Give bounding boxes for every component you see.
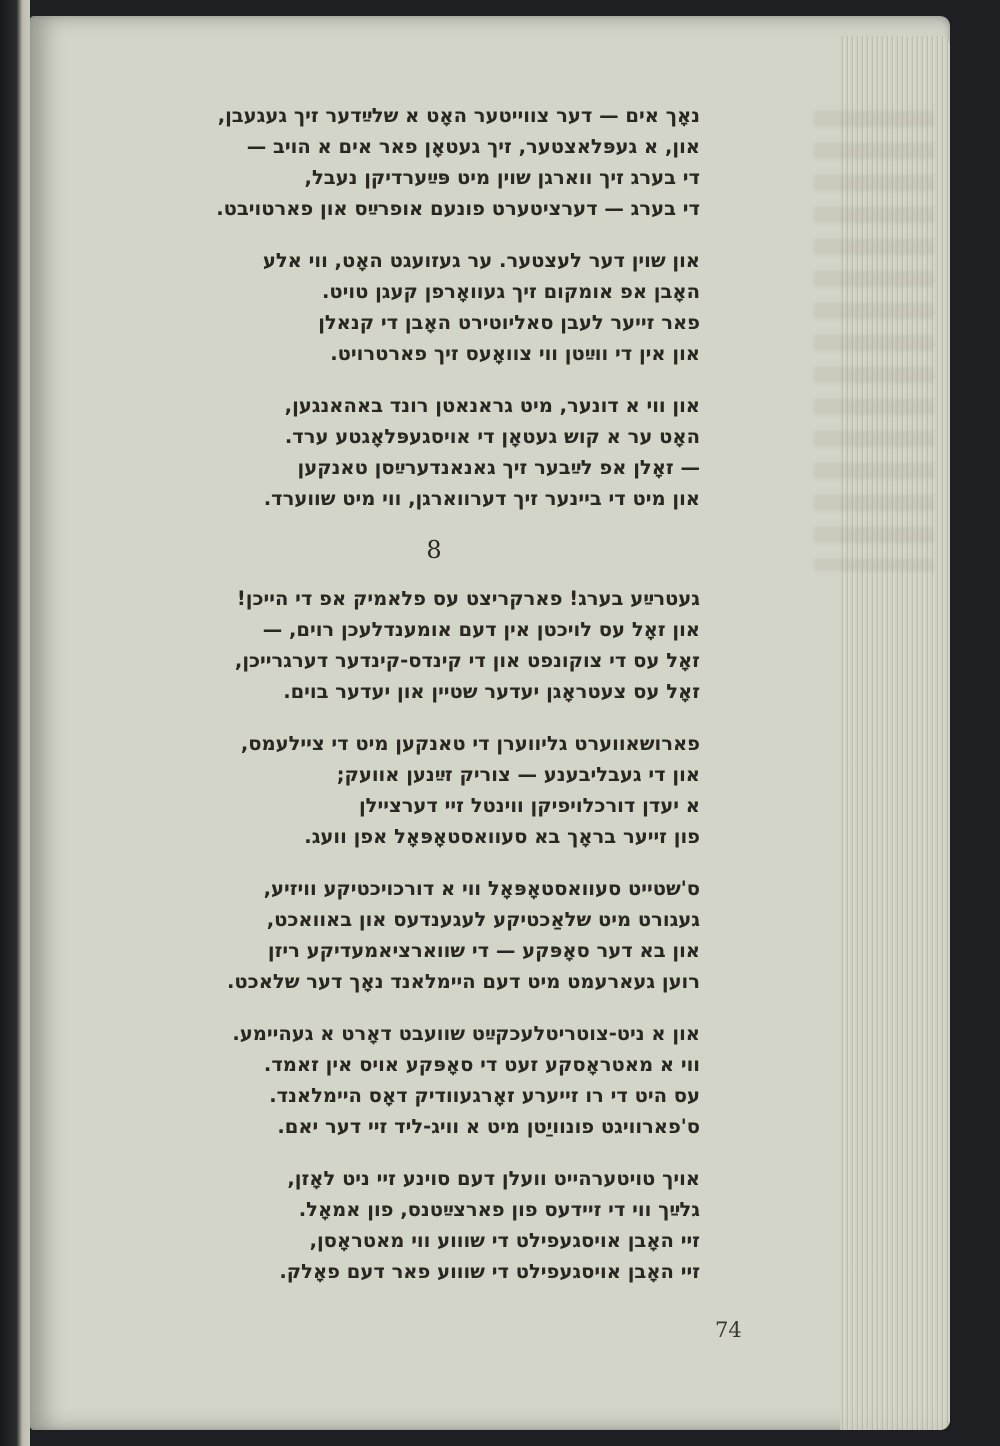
poem-line: און מיט די ביינער זיך דערווארגן, ווי מיט שווערד. xyxy=(263,487,700,510)
section-number: 8 xyxy=(426,536,442,564)
stanza xyxy=(120,100,700,224)
poem-line: זאָל עס די צוקונפט און די קינדס-קינדער דערגרייכן, xyxy=(234,649,700,672)
poem-line: פאר זייער לעבן סאליוטירט האָבן די קנאלן xyxy=(318,311,700,334)
poem-line: און אין די ווײַטן ווי צוואָעס זיך פארטרויט. xyxy=(330,342,700,365)
poem-line: געגורט מיט שלאַכטיקע לעגענדעס און באוואכט, xyxy=(266,908,700,931)
poem-line: זיי האָבן אויסגעפילט די שוווע פאר דעם פאָלק. xyxy=(279,1260,700,1283)
poem-line: ס'פארוויגט פונוויַטן מיט א וויג-ליד זיי דער יאם. xyxy=(277,1115,700,1138)
poem-line: זיי האָבן אויסגעפילט די שוווע ווי מאטראָסן, xyxy=(309,1229,700,1252)
poem-line: — זאָלן אפ לײַבער זיך גאנאנדערײַסן טאנקען xyxy=(297,456,700,479)
poem-line: עס היט די רו זייערע זאָרגעוודיק דאָס היימלאנד. xyxy=(269,1084,700,1107)
poem-line: נאָך אים — דער צווייטער האָט א שלײַדער זיך געגעבן, xyxy=(217,104,700,127)
facing-page-edge xyxy=(0,0,30,1446)
poem-line: און שוין דער לעצטער. ער געזועגט האָט, ווי אלע xyxy=(262,249,700,272)
poem-body xyxy=(120,100,700,1308)
poem-line: האָבן אפ אומקום זיך געוואָרפן קעגן טויט. xyxy=(321,280,700,303)
stanza xyxy=(120,1018,700,1142)
poem-line: און די געבליבענע — צוריק זײַנען אוועק; xyxy=(336,763,700,786)
poem-line: די בערג זיך ווארגן שוין מיט פּײַערדיקן נעבל, xyxy=(304,166,700,189)
poem-line: און זאָל עס לויכטן אין דעם אומענדלעכן רוים, — xyxy=(262,618,700,641)
poem-line: רוען געארעמט מיט דעם היימלאנד נאָך דער שלאכט. xyxy=(227,970,700,993)
poem-line: זאָל עס צעטראָגן יעדער שטיין און יעדער בוים. xyxy=(283,680,700,703)
poem-line: און, א געפּלאצטער, זיך געטאָן פאר אים א הויב — xyxy=(246,135,700,158)
poem-line: און ווי א דונער, מיט גראנאטן רונד באהאנגען, xyxy=(284,394,700,417)
poem-line: האָט ער א קוש געטאָן די אויסגעפּלאָגטע ערד. xyxy=(284,425,700,448)
poem-line: און א ניט-צוטריטלעכקײַט שוועבט דאָרט א געהיימע. xyxy=(232,1022,700,1045)
poem-line: פארושאווערט גליווערן די טאנקען מיט די ציילעמס, xyxy=(240,732,700,755)
poem-line: ס'שטייט סעוואסטאָפּאָל ווי א דורכויכטיקע וויזיע, xyxy=(263,877,700,900)
stanza xyxy=(120,583,700,707)
poem-line: ווי א מאטראָסקע זעט די סאָפּקע אויס אין זאמד. xyxy=(263,1053,700,1076)
poem-line: די בערג — דערציטערט פונעם אופרײַס און פארטויבט. xyxy=(216,197,700,220)
stanza xyxy=(120,873,700,997)
show-through-text xyxy=(814,111,934,571)
poem-line: פון זייער בראָך בא סעוואסטאָפּאָל אפן וועג. xyxy=(304,825,700,848)
poem-line: א יעדן דורכלויפיקן ווינטל זיי דערציילן xyxy=(358,794,700,817)
stanza xyxy=(120,245,700,369)
stanza xyxy=(120,390,700,514)
stanza xyxy=(120,1163,700,1287)
stanza xyxy=(120,728,700,852)
poem-line: אויך טויטערהייט וועלן דעם סוינע זיי ניט לאָזן, xyxy=(287,1167,700,1190)
poem-line: געטרײַע בערג! פארקריצט עס פלאמיק אפ די הייכן! xyxy=(236,587,700,610)
page-number: 74 xyxy=(715,1318,742,1342)
poem-line: גלײַך ווי די זיידעס פון פארצײַטנס, פון אמאָל. xyxy=(298,1198,700,1221)
poem-line: און בא דער סאָפּקע — די שווארציאמעדיקע ריזן xyxy=(267,939,700,962)
